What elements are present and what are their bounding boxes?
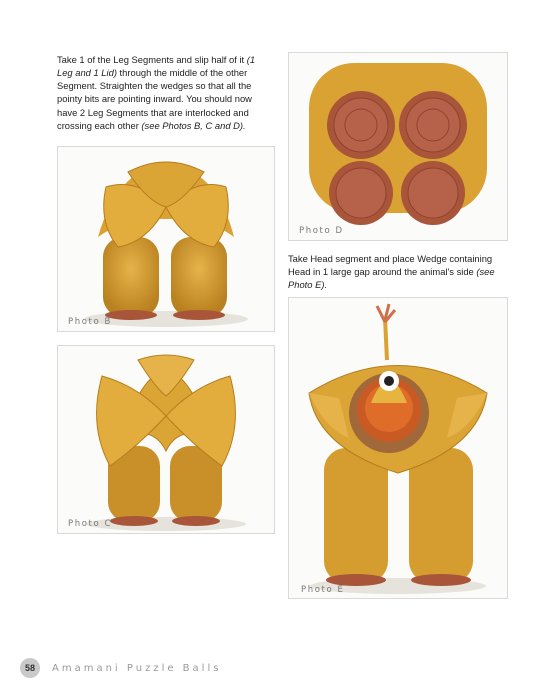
step-1-photo-reference: (see Photos B, C and D).	[141, 119, 246, 131]
photo-e	[288, 297, 508, 599]
photo-e-label: Photo E	[301, 585, 345, 595]
photo-c-label: Photo C	[68, 519, 113, 529]
photo-d-image	[289, 53, 507, 240]
step-1-rest: through the middle of the other Segment. Straighten the wedges so that all the pointy bits are pointing inward. You should now have 2 Leg Segments that are interlocked and crossing each other	[57, 67, 252, 131]
photo-b-label: Photo B	[68, 317, 112, 327]
photo-d-label: Photo D	[299, 226, 344, 236]
page-footer	[20, 658, 221, 678]
book-title: Amamani Puzzle Balls	[52, 662, 222, 674]
photo-e-image	[289, 298, 507, 598]
photo-b	[57, 146, 275, 332]
instruction-step-1	[57, 53, 272, 132]
step-2-photo-reference: (see Photo E).	[288, 266, 495, 291]
photo-c-image	[58, 346, 274, 533]
step-1-text: Take 1 of the Leg Segments and slip half of it	[57, 54, 247, 65]
photo-d	[288, 52, 508, 241]
page-number: 58	[20, 658, 40, 678]
step-2-text: Take Head segment and place Wedge containing Head in 1 large gap around the animal's side	[288, 253, 493, 278]
photo-c	[57, 345, 275, 534]
step-1-italic: (1 Leg and 1 Lid)	[57, 54, 256, 79]
photo-b-image	[58, 147, 274, 331]
instruction-step-2	[288, 252, 503, 291]
